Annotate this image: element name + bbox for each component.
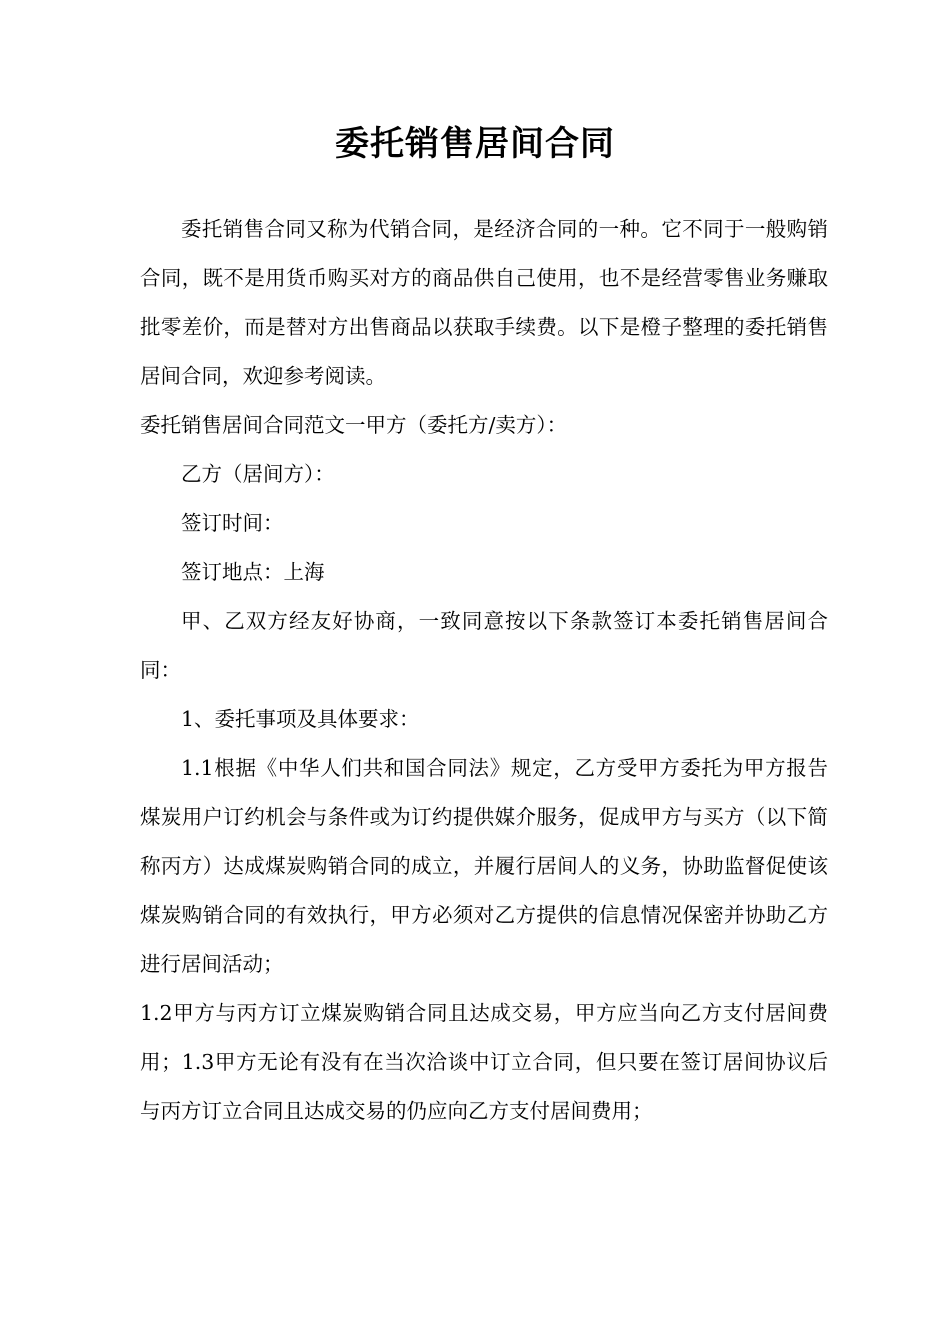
signing-time-line: 签订时间： [181,511,284,535]
agreement-paragraph: 甲、乙双方经友好协商，一致同意按以下条款签订本委托销售居间合同： [140,609,828,682]
party-b-line: 乙方（居间方）： [181,462,335,486]
clause-1-2-1-3: 1.2甲方与丙方订立煤炭购销合同且达成交易，甲方应当向乙方支付居间费用；1.3甲方无论有没有在当次洽谈中订立合同，但只要在签订居间协议后与丙方订立合同且达成交易的仍应向乙方支付居间费用； [140,1001,828,1123]
document-title: 委托销售居间合同 [335,124,615,164]
document-body [140,205,828,1136]
clause-1-heading: 1、委托事项及具体要求： [181,707,420,731]
signing-place-line: 签订地点：上海 [181,560,325,584]
sample-heading-party-a: 委托销售居间合同范文一甲方（委托方/卖方）： [140,413,568,437]
clause-1-1: 1.1根据《中华人们共和国合同法》规定，乙方受甲方委托为甲方报告煤炭用户订约机会与条件或为订约提供媒介服务，促成甲方与买方（以下简称丙方）达成煤炭购销合同的成立，并履行居间人的义务，协助监督促使该煤炭购销合同的有效执行，甲方必须对乙方提供的信息情况保密并协助乙方进行居间活动； [140,756,828,976]
intro-paragraph: 委托销售合同又称为代销合同，是经济合同的一种。它不同于一般购销合同，既不是用货币购买对方的商品供自己使用，也不是经营零售业务赚取批零差价，而是替对方出售商品以获取手续费。以下是橙子整理的委托销售居间合同，欢迎参考阅读。 [140,217,828,388]
